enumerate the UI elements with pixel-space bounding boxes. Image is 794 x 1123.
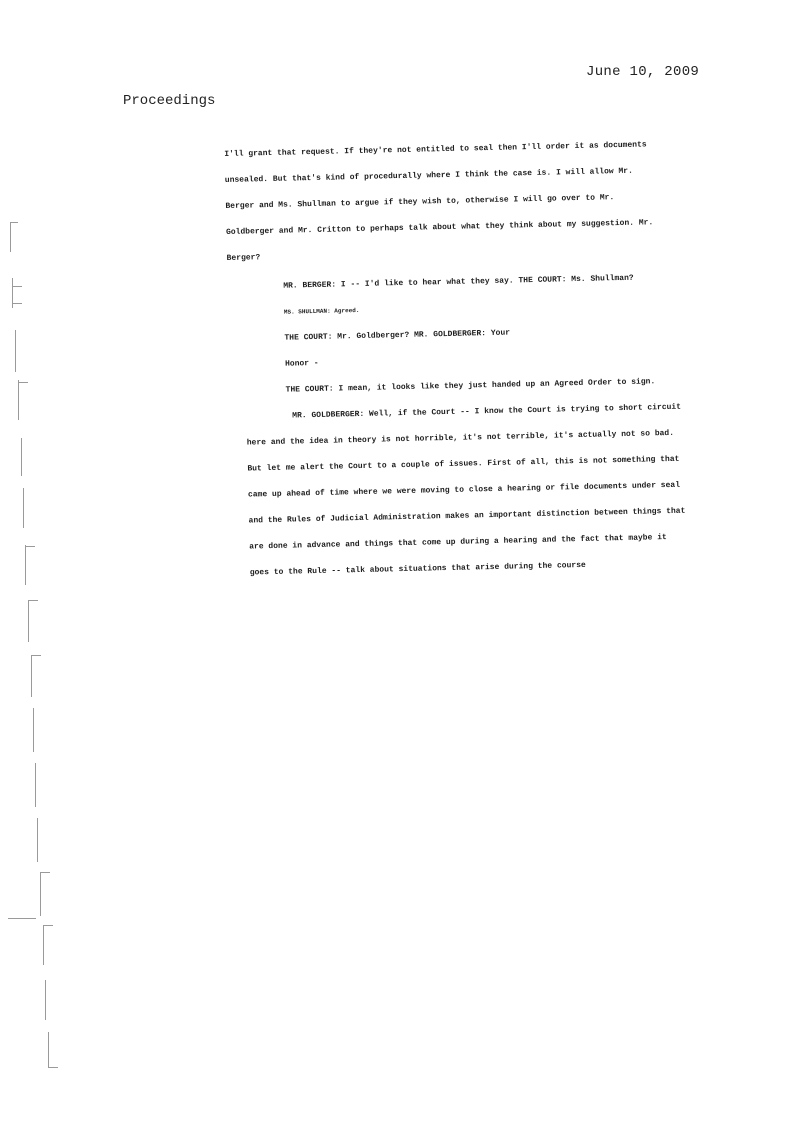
scan-mark bbox=[43, 925, 44, 965]
text-line: THE COURT: I mean, it looks like they just handed up an Agreed Order to sign. bbox=[285, 377, 656, 395]
scan-mark bbox=[25, 546, 35, 547]
scan-mark bbox=[12, 286, 22, 287]
text-line: Goldberger and Mr. Critton to perhaps talk about what they think about my suggestion. Mr. bbox=[225, 218, 654, 237]
scan-mark bbox=[40, 872, 50, 873]
text-line: Berger and Ms. Shullman to argue if they wish to, otherwise I will go over to Mr. bbox=[225, 193, 615, 211]
scan-mark bbox=[37, 818, 38, 862]
scan-mark bbox=[43, 925, 53, 926]
transcript-body bbox=[224, 131, 714, 587]
scan-mark bbox=[31, 655, 32, 697]
paragraph-goldberger bbox=[246, 394, 714, 586]
scan-mark bbox=[21, 438, 22, 476]
scan-mark bbox=[33, 708, 34, 752]
scan-mark bbox=[8, 918, 36, 919]
scan-mark bbox=[18, 380, 19, 420]
scan-mark bbox=[15, 330, 16, 372]
binding-marks bbox=[0, 0, 80, 1123]
scan-mark bbox=[45, 980, 46, 1020]
page-header: Proceedings bbox=[123, 93, 216, 109]
scan-mark bbox=[28, 600, 29, 642]
scan-mark bbox=[18, 382, 28, 383]
text-line: goes to the Rule -- talk about situations that arise during the course bbox=[249, 560, 586, 578]
scan-mark bbox=[31, 655, 41, 656]
document-date: June 10, 2009 bbox=[586, 64, 700, 80]
scan-mark bbox=[10, 222, 11, 252]
scan-mark bbox=[40, 872, 41, 916]
text-line: Honor - bbox=[284, 358, 319, 369]
text-line: MR. BERGER: I -- I'd like to hear what they say. THE COURT: Ms. Shullman? bbox=[283, 273, 634, 291]
text-line: unsealed. But that's kind of procedurally where I think the case is. I will allow Mr. bbox=[224, 166, 633, 185]
text-line: and the Rules of Judicial Administration makes an important distinction between things that bbox=[248, 506, 686, 526]
text-line: MR. GOLDBERGER: Well, if the Court -- I know the Court is trying to short circuit bbox=[292, 402, 682, 421]
text-line: came up ahead of time where we were moving to close a hearing or file documents under seal bbox=[247, 480, 681, 500]
text-line: I'll grant that request. If they're not entitled to seal then I'll order it as documents bbox=[224, 140, 647, 159]
scan-mark bbox=[10, 222, 18, 223]
text-line: But let me alert the Court to a couple of issues. First of all, this is not something that bbox=[247, 454, 680, 474]
scan-mark bbox=[12, 303, 22, 304]
scan-mark bbox=[48, 1032, 49, 1068]
text-line: MS. SHULLMAN: Agreed. bbox=[283, 306, 360, 316]
text-line: THE COURT: Mr. Goldberger? MR. GOLDBERGER: Your bbox=[284, 328, 511, 343]
colloquy-block bbox=[283, 264, 710, 404]
scan-mark bbox=[28, 600, 38, 601]
text-line: Berger? bbox=[226, 253, 261, 263]
text-line: here and the idea in theory is not horrible, it's not terrible, it's actually not so bad. bbox=[246, 428, 675, 448]
scan-mark bbox=[48, 1067, 58, 1068]
text-line: are done in advance and things that come up during a hearing and the fact that maybe it bbox=[249, 533, 667, 552]
paragraph-court-ruling bbox=[224, 131, 707, 272]
scan-mark bbox=[23, 488, 24, 528]
scan-mark bbox=[35, 763, 36, 807]
scan-mark bbox=[25, 545, 26, 585]
